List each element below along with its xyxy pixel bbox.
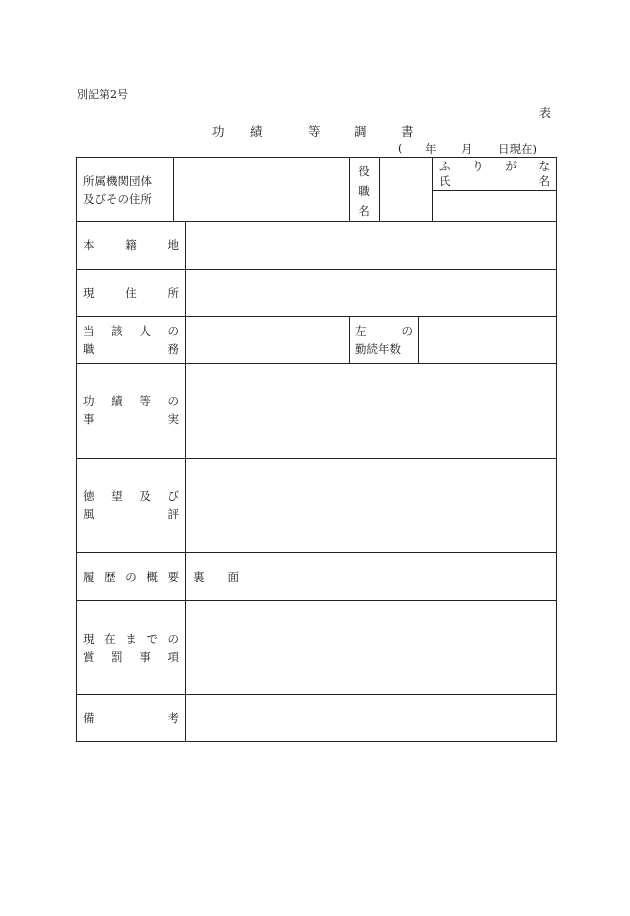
career-summary-value: 裏 面	[193, 570, 239, 584]
affiliation-label: 所属機関団体 及びその住所	[83, 174, 152, 206]
achievements-label: 功 績 等 の 事 実	[83, 394, 179, 426]
name-field[interactable]	[433, 191, 556, 221]
domicile-field[interactable]	[186, 222, 556, 269]
title-char: 書	[401, 124, 414, 139]
address-field[interactable]	[186, 270, 556, 316]
years-of-service-label: 左 の 勤続年数	[355, 324, 413, 356]
duty-field[interactable]	[186, 317, 348, 363]
reputation-field[interactable]	[186, 459, 556, 552]
remarks-label: 備 考	[83, 711, 179, 725]
name-label: 氏 名	[439, 174, 550, 188]
duty-label: 当 該 人 の 職 務	[83, 324, 179, 356]
awards-penalties-label: 現 在 ま で の 賞 罰 事 項	[83, 632, 179, 664]
title-char: 功	[212, 124, 225, 139]
address-label: 現 住 所	[83, 286, 179, 300]
position-field[interactable]	[380, 159, 431, 221]
form-number: 別記第2号	[77, 88, 128, 101]
years-of-service-field[interactable]	[419, 317, 556, 363]
furigana-label: ふ り が な	[439, 159, 550, 173]
achievements-field[interactable]	[186, 364, 556, 458]
awards-penalties-field[interactable]	[186, 601, 556, 694]
remarks-field[interactable]	[186, 695, 556, 741]
title-char: 績	[250, 124, 263, 139]
side-label: 表	[539, 106, 552, 120]
title-char: 等	[308, 124, 321, 139]
title-char: 調	[354, 124, 367, 139]
position-label: 役 職 名	[358, 164, 370, 218]
reputation-label: 徳 望 及 び 風 評	[83, 489, 179, 521]
achievement-form-table	[76, 157, 557, 742]
career-summary-label: 履 歴 の 概 要	[83, 570, 179, 584]
domicile-label: 本 籍 地	[83, 238, 179, 252]
affiliation-field[interactable]	[174, 159, 348, 221]
